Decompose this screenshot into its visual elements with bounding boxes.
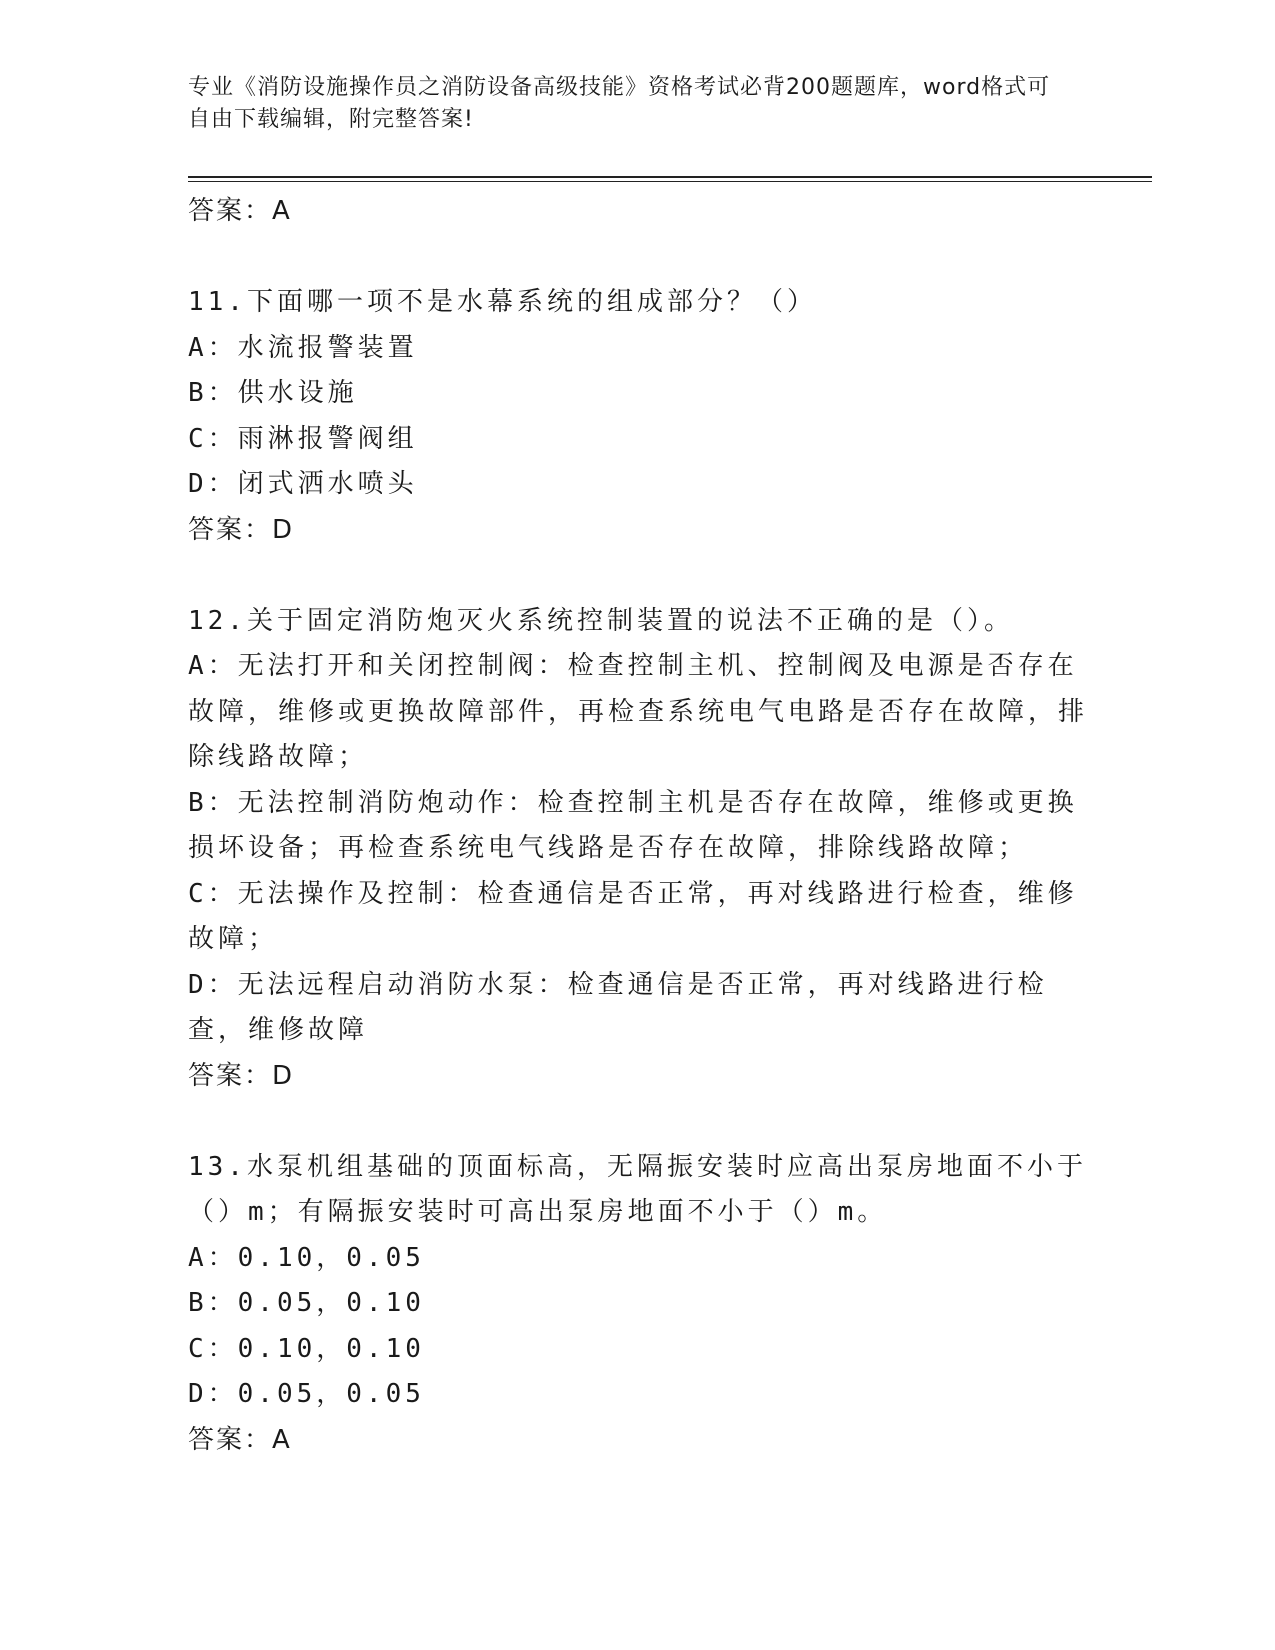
question-block-11	[188, 280, 1088, 553]
option-c: C：0.10，0.10	[188, 1333, 425, 1364]
option-d: D：0.05，0.05	[188, 1379, 425, 1409]
option-a: A：无法打开和关闭控制阀：检查控制主机、控制阀及电源是否存在故障，维修或更换故障部件，再检查系统电气电路是否存在故障，排除线路故障；	[188, 651, 1089, 772]
document-body	[188, 189, 1088, 1463]
spacer	[188, 235, 1088, 281]
option-b: B：无法控制消防炮动作：检查控制主机是否存在故障，维修或更换损坏设备；再检查系统电气线路是否存在故障，排除线路故障；	[188, 787, 1078, 863]
answer: 答案：A	[188, 1424, 292, 1455]
option-d: D：无法远程启动消防水泵：检查通信是否正常，再对线路进行检查，维修故障	[188, 969, 1048, 1045]
option-b: B：供水设施	[188, 378, 358, 408]
answer-q10: 答案：A	[188, 196, 292, 226]
question-text: 12.关于固定消防炮灭火系统控制装置的说法不正确的是（）。	[188, 605, 1014, 636]
spacer	[188, 553, 1088, 599]
option-a: A：水流报警装置	[188, 332, 418, 363]
question-block-12	[188, 599, 1088, 1100]
option-a: A：0.10，0.05	[188, 1242, 425, 1273]
header-divider-thin	[188, 181, 1152, 182]
option-c: C：无法操作及控制：检查通信是否正常，再对线路进行检查，维修故障；	[188, 878, 1078, 954]
option-d: D：闭式洒水喷头	[188, 469, 418, 499]
question-text: 13.水泵机组基础的顶面标高，无隔振安装时应高出泵房地面不小于（）m；有隔振安装时可高出泵房地面不小于（）m。	[188, 1151, 1087, 1227]
option-c: C：雨淋报警阀组	[188, 423, 418, 454]
question-block-13	[188, 1145, 1088, 1464]
answer: 答案：D	[188, 514, 295, 545]
question-text: 11.下面哪一项不是水幕系统的组成部分？（）	[188, 287, 817, 317]
page-header: 专业《消防设施操作员之消防设备高级技能》资格考试必背200题题库，word格式可自由下载编辑，附完整答案!	[188, 75, 1051, 132]
option-b: B：0.05，0.10	[188, 1288, 425, 1318]
answer: 答案：D	[188, 1060, 295, 1091]
spacer	[188, 1099, 1088, 1145]
header-divider	[188, 176, 1152, 178]
